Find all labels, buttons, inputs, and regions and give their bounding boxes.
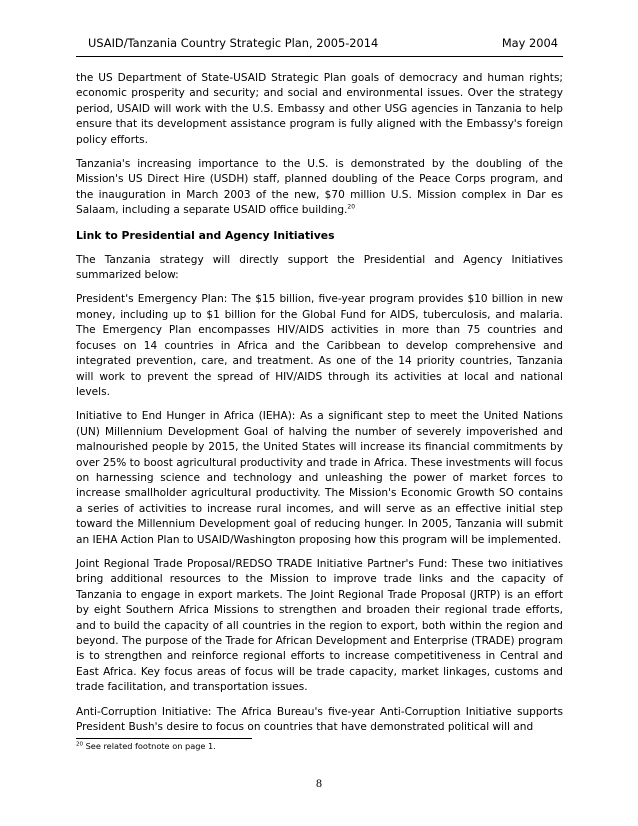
footnote-text: See related footnote on page 1.: [83, 741, 216, 751]
section-heading: Link to Presidential and Agency Initiatives: [76, 228, 335, 242]
header-rule: [76, 56, 563, 57]
paragraph-ieha: Initiative to End Hunger in Africa (IEHA): As a significant step to meet the United Nations (UN) Millennium Development Goal of halving the number of severely impoverished and malnourished people by 2015, the United States will increase its financial commitments by over 25% to boost agricultural productivity and trade in Africa. These investments will focus on harnessing science and technology and unleashing the power of market forces to increase smallholder agricultural productivity. The Mission's Economic Growth SO contains a series of activities to increase rural incomes, and will serve as an effective initial step toward the Millennium Development goal of reducing hunger. In 2005, Tanzania will submit an IEHA Action Plan to USAID/Washington proposing how this program will be implemented.: [76, 410, 564, 546]
paragraph-1: the US Department of State-USAID Strategic Plan goals of democracy and human rights; economic prosperity and security; and social and environmental issues. Over the strategy period, USAID will work with the U.S. Embassy and other USG agencies in Tanzania to help ensure that its development assistance program is fully aligned with the Embassy's foreign policy efforts.: [76, 72, 563, 146]
footnote-number: 20: [76, 741, 83, 748]
paragraph-3: The Tanzania strategy will directly support the Presidential and Agency Initiatives summarized below:: [76, 253, 563, 282]
paragraph-2-text: Tanzania's increasing importance to the U.S. is demonstrated by the doubling of the Mission's US Direct Hire (USDH) staff, planned doubling of the Peace Corps program, and the inauguration in March 2003 of the new, $70 million U.S. Mission complex in Dar es Salaam, including a separate USAID office building.: [76, 158, 563, 217]
body-text: [76, 71, 563, 744]
footnote-ref-20[interactable]: 20: [347, 203, 356, 211]
paragraph-trade: Joint Regional Trade Proposal/REDSO TRADE Initiative Partner's Fund: These two initiatives bring additional resources to the Mission to improve trade links and the capacity of Tanzania to engage in export markets. The Joint Regional Trade Proposal (JRTP) is an effort by eight Southern Africa Missions to strengthen and broaden their regional trade efforts, and to build the capacity of all countries in the region to export, both within the region and beyond. The purpose of the Trade for African Development and Enterprise (TRADE) program is to strengthen and reinforce regional efforts to increase competitiveness in Central and East Africa. Key focus areas of focus will be trade capacity, market linkages, customs and trade facilitation, and transportation issues.: [76, 557, 563, 694]
paragraph-emergency-plan: President's Emergency Plan: The $15 billion, five-year program provides $10 billion in new money, including up to $1 billion for the Global Fund for AIDS, tuberculosis, and malaria. The Emergency Plan encompasses HIV/AIDS activities in more than 75 countries and focuses on 14 countries in Africa and the Caribbean to develop comprehensive and integrated prevention, care, and treatment. As one of the 14 priority countries, Tanzania will work to prevent the spread of HIV/AIDS through its activities at local and national levels.: [76, 293, 563, 398]
footnote: [76, 741, 216, 751]
paragraph-anti-corruption: Anti-Corruption Initiative: The Africa Bureau's five-year Anti-Corruption Initiative supports President Bush's desire to focus on countries that have demonstrated political will and: [76, 705, 563, 734]
paragraph-2: [76, 157, 563, 219]
footnote-rule: [76, 738, 252, 739]
header-title: USAID/Tanzania Country Strategic Plan, 2005-2014: [88, 36, 379, 50]
header-date: May 2004: [501, 36, 558, 50]
page-number: 8: [316, 776, 322, 790]
